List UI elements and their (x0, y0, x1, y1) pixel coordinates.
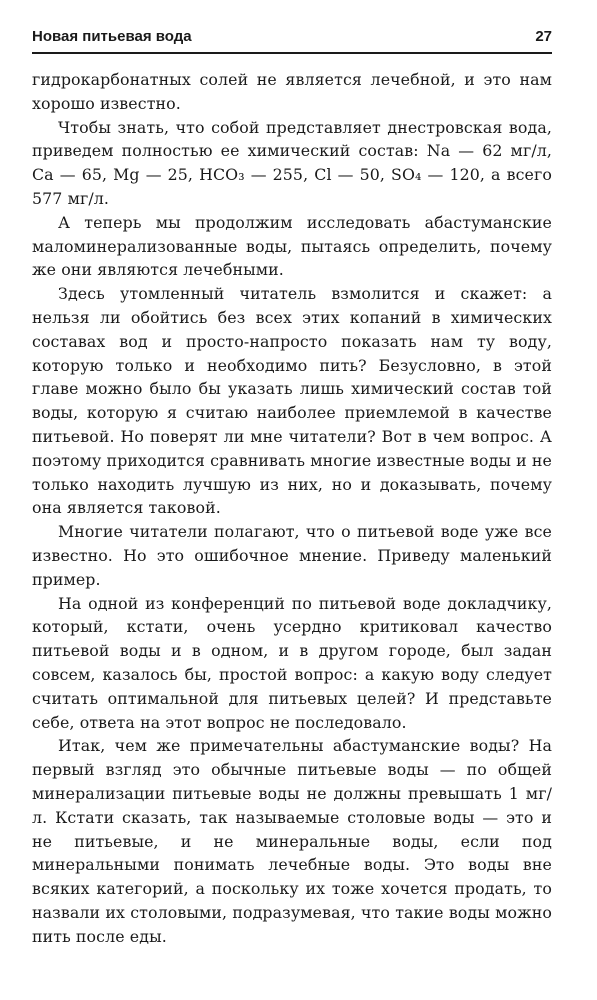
paragraph-conference-example: На одной из конференций по питьевой воде докладчику, который, кстати, очень усердно критиковал качество питьевой воды и в одном, и в другом городе, был задан совсем, казалось бы, простой вопрос: а какую воду следует считать оптимальной для питьевых целей? И представьте себе, ответа на этот вопрос не последовало. (32, 593, 552, 732)
running-title: Новая питьевая вода (32, 28, 192, 45)
paragraph-readers-opinion: Многие читатели полагают, что о питьевой воде уже все известно. Но это ошибочное мнение. Приведу маленький пример. (32, 522, 552, 589)
book-page (32, 28, 552, 948)
body-text (32, 68, 552, 948)
running-header (32, 28, 552, 54)
paragraph-reader-question: Здесь утомленный читатель взмолится и скажет: а нельзя ли обойтись без всех этих копаний в химических составах вод и просто-напросто показать нам ту воду, которую только и необходимо пить? Безусловно, в этой главе можно было бы указать лишь химический состав той воды, которую я считаю наиболее приемлемой в качестве питьевой. Но поверят ли мне читатели? Вот в чем вопрос. А поэтому приходится сравнивать многие известные воды и не только находить лучшую из них, но и доказывать, почему она является таковой. (32, 284, 552, 518)
paragraph-continuation: гидрокарбонатных солей не является лечебной, и это нам хорошо известно. (32, 70, 552, 113)
paragraph-abastumani-waters: Итак, чем же примечательны абастуманские воды? На первый взгляд это обычные питьевые воды — по общей минерализации питьевые воды не должны превышать 1 мг/л. Кстати сказать, так называемые столовые воды — это и не питьевые, и не минеральные воды, если под минеральными понимать лечебные воды. Это воды вне всяких категорий, а поскольку их тоже хочется продать, то назвали их столовыми, подразумевая, что такие воды можно пить после еды. (32, 736, 552, 946)
paragraph-dniester-water-composition: Чтобы знать, что собой представляет днестровская вода, приведем полностью ее химический состав: Na — 62 мг/л, Ca — 65, Mg — 25, HCO₃ — 255, Cl — 50, SO₄ — 120, а всего 577 мг/л. (32, 117, 552, 208)
paragraph-abastumani-intro: А теперь мы продолжим исследовать абастуманские маломинерализованные воды, пытаясь определить, почему же они являются лечебными. (32, 212, 552, 280)
page-number: 27 (535, 28, 552, 45)
